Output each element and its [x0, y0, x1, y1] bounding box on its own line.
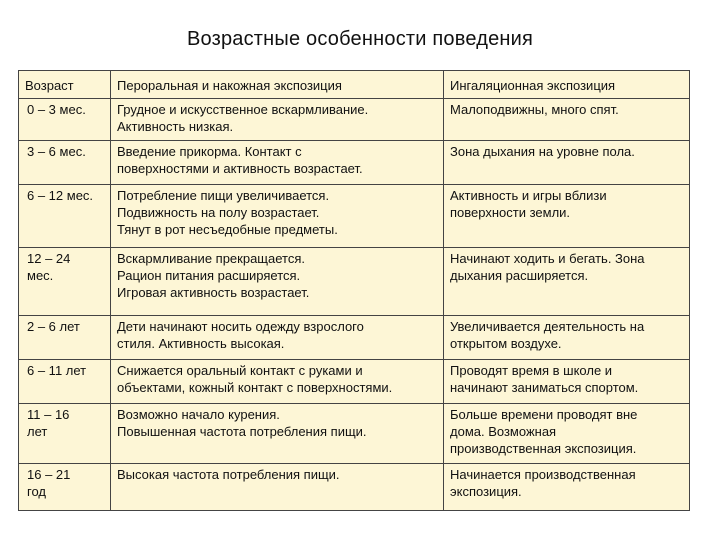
- oral-dermal-cell: Возможно начало курения. Повышенная частота потребления пищи.: [111, 404, 444, 464]
- table-row: [19, 464, 690, 511]
- table-row: [19, 316, 690, 360]
- table-row: [19, 248, 690, 316]
- age-cell: 3 – 6 мес.: [19, 141, 111, 185]
- inhalation-cell: Больше времени проводят вне дома. Возможная производственная экспозиция.: [444, 404, 690, 464]
- oral-dermal-cell: Потребление пищи увеличивается. Подвижность на полу возрастает. Тянут в рот несъедобные предметы.: [111, 185, 444, 248]
- table-row: [19, 141, 690, 185]
- oral-dermal-cell: Введение прикорма. Контакт с поверхностями и активность возрастает.: [111, 141, 444, 185]
- table-row: [19, 99, 690, 141]
- inhalation-cell: Малоподвижны, много спят.: [444, 99, 690, 141]
- inhalation-cell: Активность и игры вблизи поверхности земли.: [444, 185, 690, 248]
- oral-dermal-cell: Дети начинают носить одежду взрослого стиля. Активность высокая.: [111, 316, 444, 360]
- header-oral-dermal: Пероральная и накожная экспозиция: [111, 71, 444, 99]
- age-cell: 12 – 24 мес.: [19, 248, 111, 316]
- age-cell: 2 – 6 лет: [19, 316, 111, 360]
- inhalation-cell: Начинается производственная экспозиция.: [444, 464, 690, 511]
- inhalation-cell: Проводят время в школе и начинают заниматься спортом.: [444, 360, 690, 404]
- header-age: Возраст: [19, 71, 111, 99]
- inhalation-cell: Зона дыхания на уровне пола.: [444, 141, 690, 185]
- oral-dermal-cell: Снижается оральный контакт с руками и объектами, кожный контакт с поверхностями.: [111, 360, 444, 404]
- oral-dermal-cell: Высокая частота потребления пищи.: [111, 464, 444, 511]
- table-header-row: [19, 71, 690, 99]
- behavior-table: [18, 70, 690, 511]
- age-cell: 11 – 16 лет: [19, 404, 111, 464]
- table-row: [19, 404, 690, 464]
- page-title: Возрастные особенности поведения: [186, 28, 534, 50]
- inhalation-cell: Увеличивается деятельность на открытом воздухе.: [444, 316, 690, 360]
- age-cell: 0 – 3 мес.: [19, 99, 111, 141]
- oral-dermal-cell: Вскармливание прекращается. Рацион питания расширяется. Игровая активность возрастает.: [111, 248, 444, 316]
- age-cell: 16 – 21 год: [19, 464, 111, 511]
- age-cell: 6 – 11 лет: [19, 360, 111, 404]
- header-inhalation: Ингаляционная экспозиция: [444, 71, 690, 99]
- inhalation-cell: Начинают ходить и бегать. Зона дыхания расширяется.: [444, 248, 690, 316]
- age-cell: 6 – 12 мес.: [19, 185, 111, 248]
- oral-dermal-cell: Грудное и искусственное вскармливание. Активность низкая.: [111, 99, 444, 141]
- table-row: [19, 360, 690, 404]
- table-row: [19, 185, 690, 248]
